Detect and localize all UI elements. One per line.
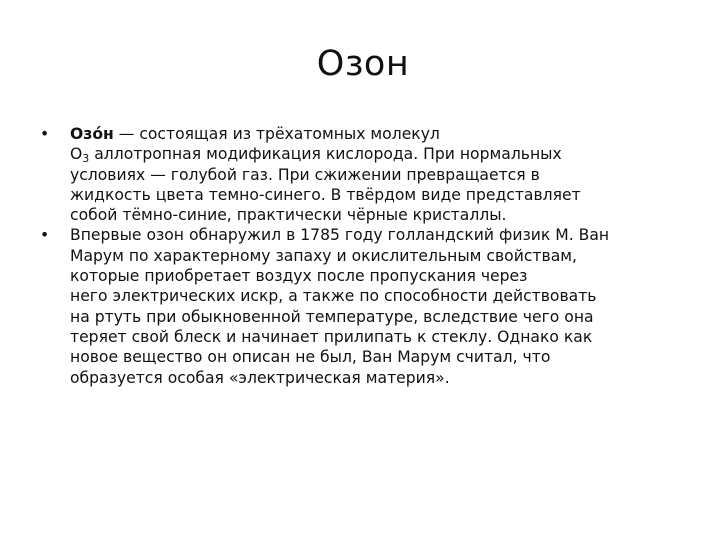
slide-title: Озон bbox=[316, 44, 410, 84]
bullet2-line: новое вещество он описан не был, Ван Марум считал, что bbox=[70, 348, 551, 367]
bullet2-line: образуется особая «электрическая материя». bbox=[70, 368, 450, 387]
bullet2-line: которые приобретает воздух после пропускания через bbox=[70, 267, 528, 286]
ozone-term: Озо́н bbox=[70, 125, 114, 143]
bullet2-line: него электрических искр, а также по способности действовать bbox=[70, 287, 597, 306]
bullet1-line5: собой тёмно-синие, практически чёрные кристаллы. bbox=[70, 206, 507, 225]
bullet1-line1-text: — состоящая из трёхатомных молекул bbox=[113, 125, 440, 143]
bullet1-line2 bbox=[70, 144, 691, 164]
bullet1-line4: жидкость цвета темно-синего. В твёрдом виде представляет bbox=[70, 185, 581, 204]
formula-subscript: 3 bbox=[82, 152, 90, 166]
bullet-item-ozone-definition bbox=[36, 124, 691, 225]
bullet2-line: Марум по характерному запаху и окислительным свойствам, bbox=[70, 246, 577, 265]
bullet-dot-icon: • bbox=[40, 226, 50, 245]
bullet2-line: теряет свой блеск и начинает прилипать к стеклу. Однако как bbox=[70, 327, 593, 346]
bullet1-line3: условиях — голубой газ. При сжижении превращается в bbox=[70, 165, 540, 184]
bullet-dot-icon: • bbox=[40, 125, 50, 143]
formula-letter: O bbox=[70, 145, 83, 164]
bullet-item-discovery bbox=[36, 225, 691, 387]
bullet1-line2-text: аллотропная модификация кислорода. При нормальных bbox=[89, 145, 562, 164]
ozone-formula bbox=[70, 145, 90, 166]
bullet1-line1 bbox=[70, 124, 691, 144]
bullet2-line: на ртуть при обыкновенной температуре, вследствие чего она bbox=[70, 307, 594, 326]
bullet-list bbox=[36, 124, 691, 388]
bullet2-line: Впервые озон обнаружил в 1785 году голландский физик М. Ван bbox=[70, 226, 610, 245]
